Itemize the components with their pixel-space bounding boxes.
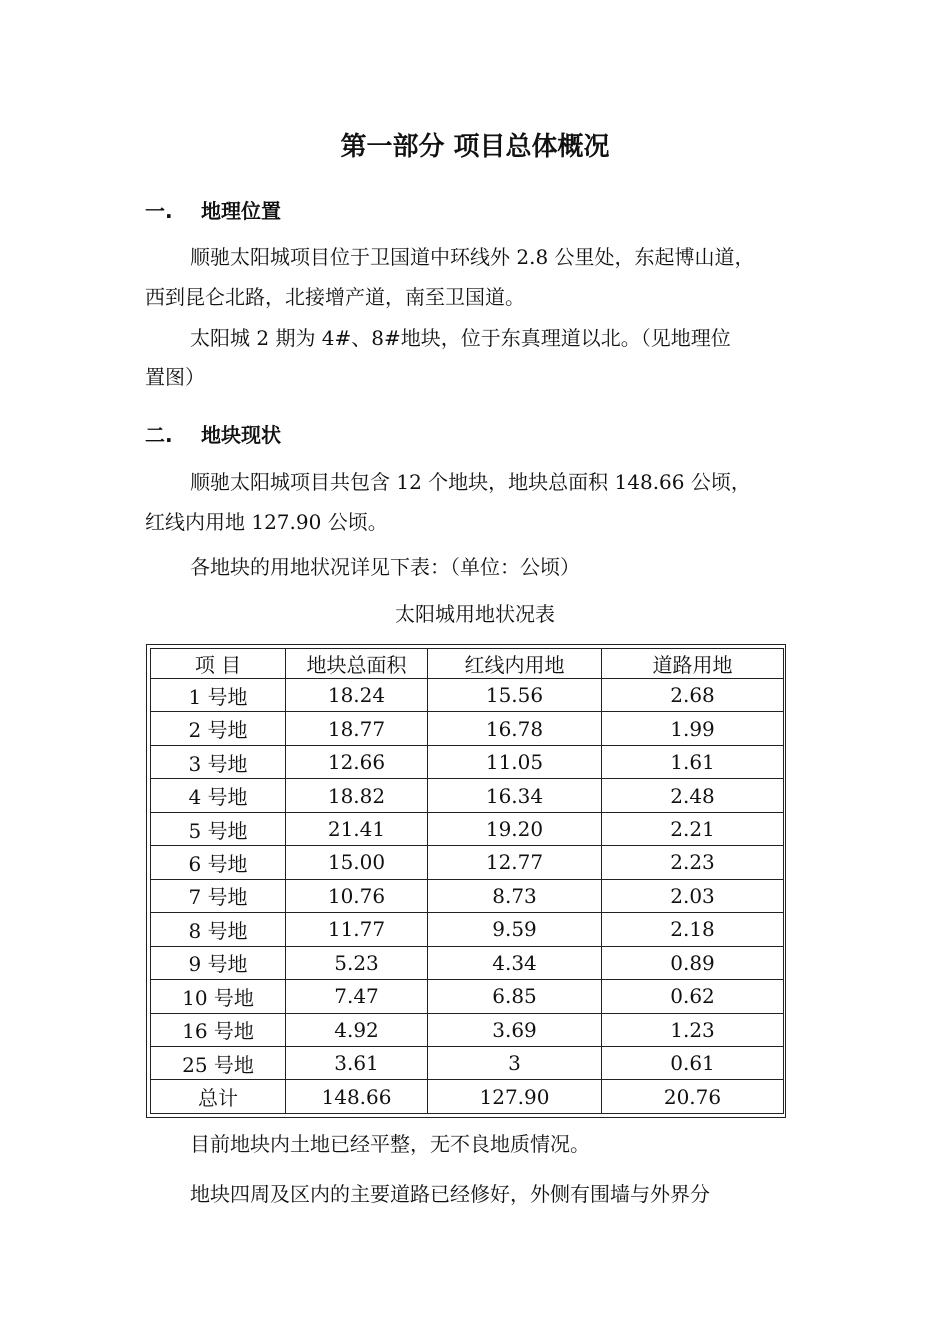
table-cell: 0.61 xyxy=(602,1046,784,1079)
table-cell: 4.34 xyxy=(428,946,602,979)
table-cell: 2.48 xyxy=(602,779,784,812)
table-cell: 4.92 xyxy=(286,1013,428,1046)
section-heading-location xyxy=(145,195,281,224)
table-cell: 12.66 xyxy=(286,745,428,778)
table-cell: 15.00 xyxy=(286,846,428,879)
table-cell: 2.21 xyxy=(602,812,784,845)
table-cell: 0.89 xyxy=(602,946,784,979)
table-cell: 2 号地 xyxy=(151,712,286,745)
table-row xyxy=(151,712,784,745)
table-cell: 11.05 xyxy=(428,745,602,778)
land-use-table-frame xyxy=(146,644,786,1118)
table-cell: 18.82 xyxy=(286,779,428,812)
table-cell: 3 号地 xyxy=(151,745,286,778)
table-cell: 16.78 xyxy=(428,712,602,745)
table-row xyxy=(151,846,784,879)
table-cell: 0.62 xyxy=(602,980,784,1013)
paragraph-line: 西到昆仑北路，北接增产道，南至卫国道。 xyxy=(145,285,525,309)
table-row xyxy=(151,812,784,845)
table-cell: 18.24 xyxy=(286,679,428,712)
page-title: 第一部分 项目总体概况 xyxy=(340,132,610,162)
table-cell: 7.47 xyxy=(286,980,428,1013)
paragraph-line: 顺驰太阳城项目位于卫国道中环线外 2.8 公里处，东起博山道， xyxy=(190,245,755,269)
table-cell: 1.99 xyxy=(602,712,784,745)
table-cell: 10 号地 xyxy=(151,980,286,1013)
table-row xyxy=(151,679,784,712)
table-cell: 3.69 xyxy=(428,1013,602,1046)
table-row xyxy=(151,913,784,946)
table-cell: 1.61 xyxy=(602,745,784,778)
table-cell: 6 号地 xyxy=(151,846,286,879)
table-cell: 总计 xyxy=(151,1080,286,1114)
paragraph-line: 顺驰太阳城项目共包含 12 个地块，地块总面积 148.66 公顷， xyxy=(190,470,751,494)
table-row xyxy=(151,1046,784,1079)
table-cell: 1 号地 xyxy=(151,679,286,712)
paragraph-line: 红线内用地 127.90 公顷。 xyxy=(145,510,388,534)
paragraph-line: 置图） xyxy=(145,365,205,389)
table-cell: 25 号地 xyxy=(151,1046,286,1079)
table-cell: 148.66 xyxy=(286,1080,428,1114)
table-cell: 9 号地 xyxy=(151,946,286,979)
table-header-cell: 红线内用地 xyxy=(428,649,602,679)
table-cell: 2.68 xyxy=(602,679,784,712)
table-cell: 15.56 xyxy=(428,679,602,712)
table-cell: 12.77 xyxy=(428,846,602,879)
table-cell: 9.59 xyxy=(428,913,602,946)
table-cell: 1.23 xyxy=(602,1013,784,1046)
table-cell: 16.34 xyxy=(428,779,602,812)
table-cell: 3.61 xyxy=(286,1046,428,1079)
table-caption: 太阳城用地状况表 xyxy=(395,602,555,626)
paragraph-line: 各地块的用地状况详见下表：（单位：公顷） xyxy=(190,555,580,579)
table-total-row xyxy=(151,1080,784,1114)
table-row xyxy=(151,1013,784,1046)
table-row xyxy=(151,879,784,912)
table-header-cell: 道路用地 xyxy=(602,649,784,679)
table-row xyxy=(151,779,784,812)
table-row xyxy=(151,946,784,979)
section-heading-status xyxy=(145,419,281,448)
table-cell: 8.73 xyxy=(428,879,602,912)
paragraph-line: 地块四周及区内的主要道路已经修好，外侧有围墙与外界分 xyxy=(190,1182,710,1206)
paragraph-line: 太阳城 2 期为 4#、8#地块，位于东真理道以北。（见地理位 xyxy=(190,326,731,350)
table-cell: 2.23 xyxy=(602,846,784,879)
table-cell: 6.85 xyxy=(428,980,602,1013)
section-number: 二. xyxy=(145,423,173,447)
section-number: 一. xyxy=(145,199,173,223)
section-title: 地块现状 xyxy=(201,423,281,447)
table-cell: 19.20 xyxy=(428,812,602,845)
table-header-row xyxy=(151,649,784,679)
table-cell: 127.90 xyxy=(428,1080,602,1114)
table-cell: 16 号地 xyxy=(151,1013,286,1046)
section-title: 地理位置 xyxy=(201,199,281,223)
table-cell: 8 号地 xyxy=(151,913,286,946)
table-cell: 11.77 xyxy=(286,913,428,946)
table-row xyxy=(151,745,784,778)
land-use-table xyxy=(150,648,784,1114)
table-cell: 10.76 xyxy=(286,879,428,912)
table-cell: 20.76 xyxy=(602,1080,784,1114)
table-cell: 5 号地 xyxy=(151,812,286,845)
table-row xyxy=(151,980,784,1013)
paragraph-line: 目前地块内土地已经平整，无不良地质情况。 xyxy=(190,1132,590,1156)
table-cell: 3 xyxy=(428,1046,602,1079)
table-header-cell: 地块总面积 xyxy=(286,649,428,679)
table-cell: 5.23 xyxy=(286,946,428,979)
table-cell: 2.18 xyxy=(602,913,784,946)
table-cell: 2.03 xyxy=(602,879,784,912)
table-cell: 18.77 xyxy=(286,712,428,745)
table-cell: 7 号地 xyxy=(151,879,286,912)
table-header-cell: 项 目 xyxy=(151,649,286,679)
table-cell: 21.41 xyxy=(286,812,428,845)
table-cell: 4 号地 xyxy=(151,779,286,812)
